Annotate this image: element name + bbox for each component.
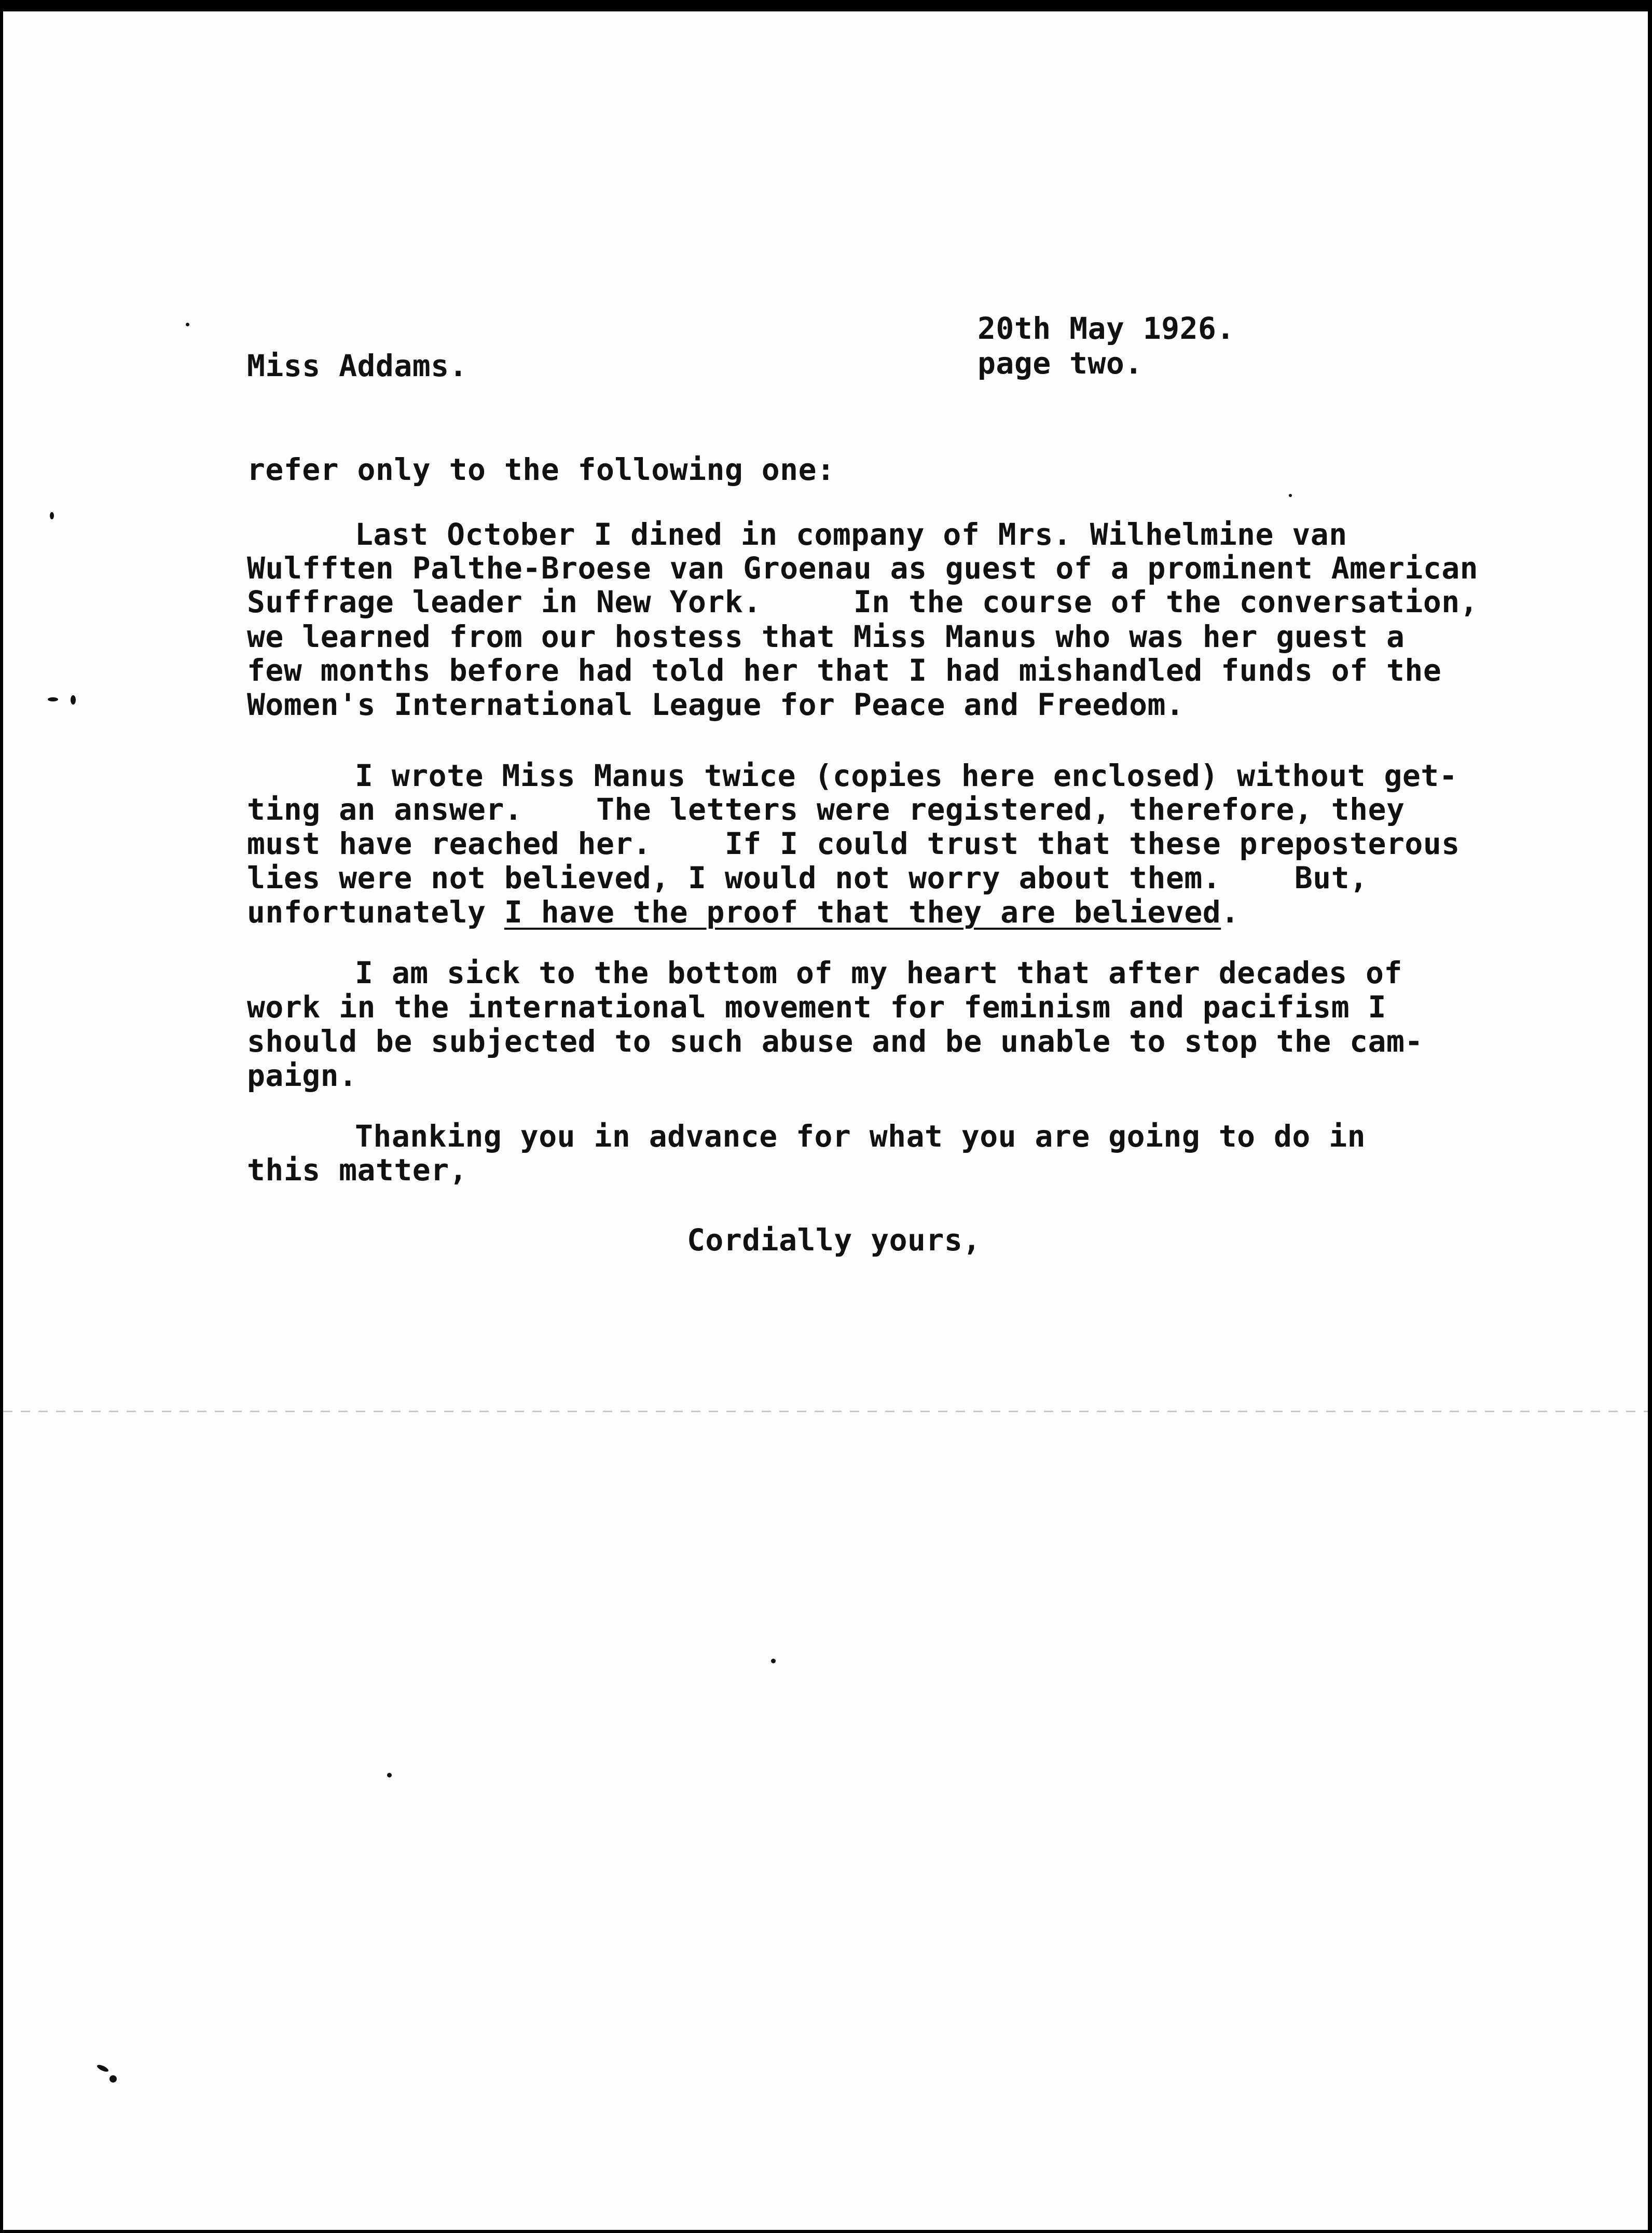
scan-speck: [50, 512, 54, 519]
scan-speck: [387, 1773, 392, 1777]
line-prefix: unfortunately: [247, 894, 504, 930]
letter-page: [3, 11, 1648, 2230]
paragraph-line: this matter,: [247, 1152, 468, 1188]
paragraph-line: few months before had told her that I had mishandled funds of the: [247, 653, 1442, 688]
opening-fragment: refer only to the following one:: [247, 452, 835, 487]
scan-speck: [771, 1659, 776, 1663]
underlined-statement: I have the proof that they are believed: [504, 894, 1221, 930]
paragraph-line: lies were not believed, I would not worry about them. But,: [247, 860, 1368, 895]
page-label: page two.: [978, 346, 1143, 381]
closing-salutation: Cordially yours,: [687, 1222, 981, 1258]
paragraph-line: we learned from our hostess that Miss Manus who was her guest a: [247, 619, 1405, 654]
scan-speck: [96, 2063, 109, 2073]
paragraph-line: paign.: [247, 1058, 357, 1093]
paragraph-line: Women's International League for Peace and Freedom.: [247, 687, 1185, 722]
scan-speck: [48, 697, 58, 701]
scan-speck: [109, 2075, 117, 2083]
paragraph-line: work in the international movement for feminism and pacifism I: [247, 989, 1386, 1025]
paragraph-line: Last October I dined in company of Mrs. Wilhelmine van: [355, 517, 1347, 552]
recipient-line: Miss Addams.: [247, 348, 468, 383]
paragraph-line: Wulfften Palthe-Broese van Groenau as guest of a prominent American: [247, 550, 1479, 586]
paragraph-line: must have reached her. If I could trust that these preposterous: [247, 826, 1460, 861]
paragraph-line-emphasis: [247, 895, 1240, 930]
paragraph-line: Thanking you in advance for what you are going to do in: [355, 1119, 1366, 1154]
paragraph-line: I wrote Miss Manus twice (copies here enclosed) without get-: [355, 758, 1458, 793]
paragraph-line: I am sick to the bottom of my heart that after decades of: [355, 955, 1402, 990]
scan-speck: [186, 323, 189, 326]
scan-speck: [1289, 494, 1292, 497]
fold-line: [3, 1411, 1648, 1412]
paragraph-line: should be subjected to such abuse and be unable to stop the cam-: [247, 1024, 1423, 1059]
scan-speck: [71, 695, 76, 705]
line-suffix: .: [1221, 894, 1240, 930]
paragraph-line: Suffrage leader in New York. In the course of the conversation,: [247, 584, 1479, 619]
paragraph-line: ting an answer. The letters were registered, therefore, they: [247, 792, 1405, 827]
letter-date: 20th May 1926.: [978, 311, 1235, 346]
